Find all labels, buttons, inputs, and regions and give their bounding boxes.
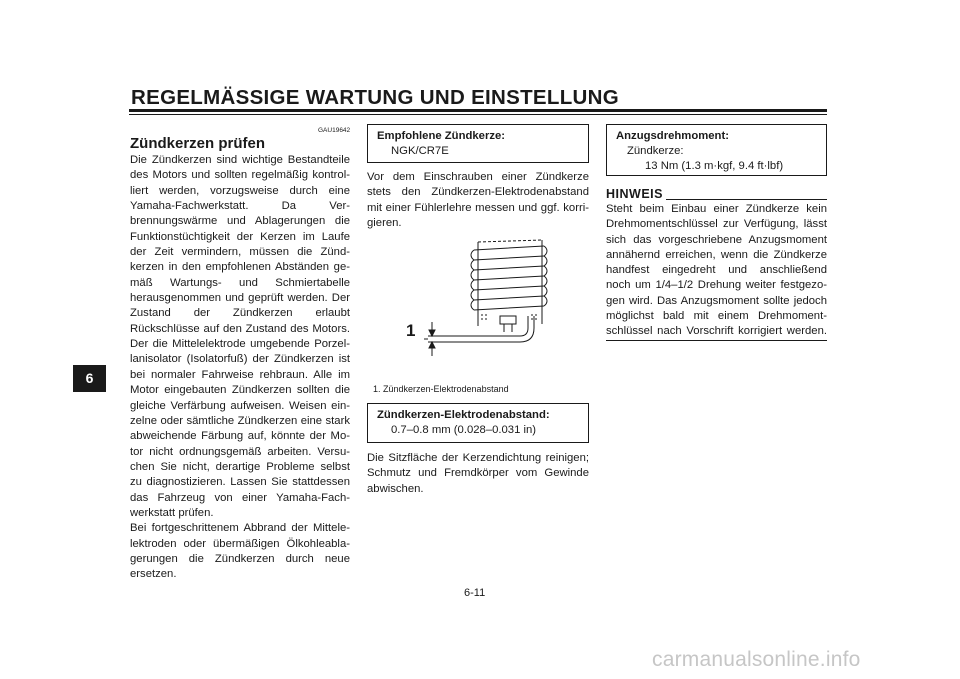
text-line: noch um 1/4–1/2 Drehung weiter festgezo- xyxy=(606,279,827,292)
text-line: Rückschlüsse auf den Zustand des Motors. xyxy=(130,322,350,335)
section-body xyxy=(130,153,350,583)
section-code: GAU19642 xyxy=(318,127,351,134)
text-line: chen Sie nicht, derartige Probleme selbst xyxy=(130,460,350,473)
text-line: der Zeit vermindern, müssen die Zünd- xyxy=(130,246,350,259)
text-line: stets den Zündkerzen-Elektrodenabstand xyxy=(367,186,589,199)
text-line: handfest eingedreht und anschließend xyxy=(606,264,827,277)
text-line: tor nicht ordnungsgemäß arbeiten. Versu- xyxy=(130,445,350,458)
text-line: Bei fortgeschrittenem Abbrand der Mittele- xyxy=(130,522,350,535)
text-line: das Fahrzeug von einer Yamaha-Fach- xyxy=(130,491,350,504)
section-heading: Zündkerzen prüfen xyxy=(130,135,266,152)
gap-spec-label: Zündkerzen-Elektrodenabstand: xyxy=(377,409,550,421)
text-line: sich das vorgeschriebene Anzugsmoment xyxy=(606,233,827,246)
title-rule-thin xyxy=(129,114,827,115)
text-line: liert werden, vorzugsweise durch eine xyxy=(130,184,350,197)
text-line: zelne oder sämtliche Zündkerzen eine stark xyxy=(130,414,350,427)
instruction-clean xyxy=(367,451,589,497)
note-heading: HINWEIS xyxy=(606,187,663,201)
text-line: möglichst bald mit einem Drehmoment- xyxy=(606,310,827,323)
text-line: schlüssel nach Vorschrift korrigiert werden. xyxy=(606,325,827,338)
text-line: gen wird. Das Anzugsmoment sollte jedoch xyxy=(606,294,827,307)
spark-plug-gap-illustration xyxy=(400,236,560,366)
note-body xyxy=(606,202,827,340)
text-line: Drehmomentschlüssel zur Verfügung, lässt xyxy=(606,218,827,231)
page-title: REGELMÄSSIGE WARTUNG UND EINSTELLUNG xyxy=(131,86,620,109)
text-line: Zustand der Zündkerzen erlaubt xyxy=(130,307,350,320)
text-line: bei normaler Fahrweise rehbraun. Alle im xyxy=(130,368,350,381)
text-line: lanisolator (Isolatorfuß) der Zündkerzen ist xyxy=(130,353,350,366)
text-line: gieren. xyxy=(367,216,402,229)
torque-spec-label: Anzugsdrehmoment: xyxy=(616,130,729,142)
text-line: kerzen in den empfohlenen Abständen ge- xyxy=(130,261,350,274)
text-line: Motor eingebauten Zündkerzen sollten die xyxy=(130,384,350,397)
figure-callout: 1 xyxy=(406,321,416,340)
recommended-plug-value: NGK/CR7E xyxy=(391,145,449,157)
recommended-plug-label: Empfohlene Zündkerze: xyxy=(377,130,506,142)
text-line: mäß Wartungs- und Schmiertabelle xyxy=(130,276,350,289)
text-line: gerungen die Zündkerzen durch neue xyxy=(130,552,350,565)
text-line: zu diagnostizieren. Lassen Sie stattdessen xyxy=(130,476,350,489)
text-line: Vor dem Einschrauben einer Zündkerze xyxy=(367,171,589,183)
instruction-gap xyxy=(367,170,589,231)
text-line: Yamaha-Fachwerkstatt. Da Ver- xyxy=(130,200,350,213)
text-line: werkstatt prüfen. xyxy=(130,506,214,519)
text-line: abweichende Färbung auf, könnte der Mo- xyxy=(130,430,350,443)
note-heading-rule xyxy=(666,199,827,200)
text-line: ersetzen. xyxy=(130,568,177,581)
torque-spec-sub: Zündkerze: xyxy=(627,145,684,157)
gap-spec-value: 0.7–0.8 mm (0.028–0.031 in) xyxy=(391,424,537,436)
text-line: brennungswärme und Ablagerungen die xyxy=(130,215,350,228)
torque-spec-box xyxy=(606,124,827,176)
title-rule-thick xyxy=(129,109,827,112)
note-end-rule xyxy=(606,340,827,341)
chapter-tab: 6 xyxy=(73,365,106,392)
text-line: Der die Mittelelektrode umgebende Porzel- xyxy=(130,338,350,351)
text-line: mit einer Fühlerlehre messen und ggf. korri- xyxy=(367,201,589,214)
figure-caption: 1. Zündkerzen-Elektrodenabstand xyxy=(373,384,509,394)
text-line: lektroden oder übermäßigen Ölkohleabla- xyxy=(130,537,350,550)
text-line: Die Zündkerzen sind wichtige Bestandteile xyxy=(130,154,350,166)
text-line: herausgenommen und geprüft werden. Der xyxy=(130,292,350,305)
recommended-plug-box xyxy=(367,124,589,163)
text-line: des Motors und sollten regelmäßig kontrol- xyxy=(130,169,350,182)
text-line: abwischen. xyxy=(367,482,424,495)
gap-spec-box xyxy=(367,403,589,443)
text-line: annähernd erreichen, wenn die Zündkerze xyxy=(606,248,827,261)
text-line: Funktionstüchtigkeit der Kerzen im Laufe xyxy=(130,230,350,243)
text-line: Schmutz und Fremdkörper vom Gewinde xyxy=(367,467,589,480)
torque-spec-value: 13 Nm (1.3 m·kgf, 9.4 ft·lbf) xyxy=(645,160,784,172)
text-line: gleiche Verfärbung aufweisen. Weisen ein- xyxy=(130,399,350,412)
page-number: 6-11 xyxy=(464,587,486,599)
watermark: carmanualsonline.info xyxy=(652,648,861,671)
text-line: Steht beim Einbau einer Zündkerze kein xyxy=(606,203,827,215)
text-line: Die Sitzfläche der Kerzendichtung reinigen; xyxy=(367,452,589,464)
